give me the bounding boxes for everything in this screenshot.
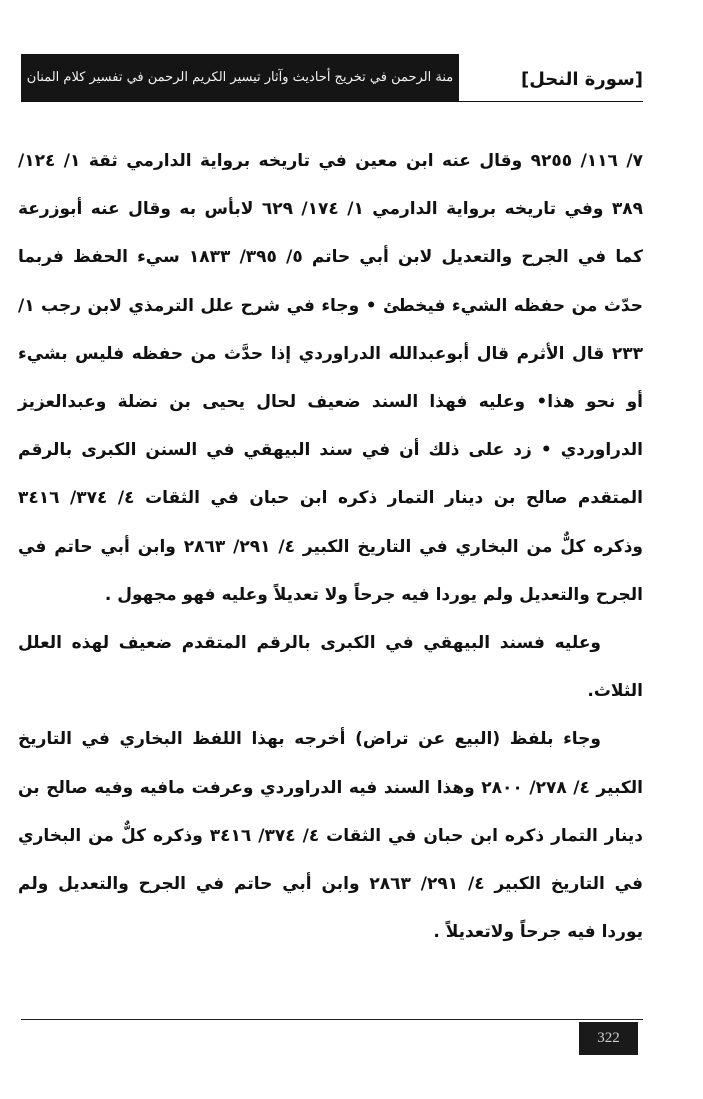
page-number-badge <box>579 1022 638 1055</box>
book-title-banner <box>21 54 459 101</box>
page-number: 322 <box>597 1030 620 1046</box>
text-line: التمار ذكره ابن حبان في الثقات ٤/ ٣٧٤/ ٣٤١٦ وذكره كلٌّ من البخاري في <box>18 488 643 557</box>
text-line: جرحاً ولا تعديلاً وعليه فهو مجهول . <box>104 584 396 605</box>
surah-title: [سورة النحل] <box>520 69 643 90</box>
text-line: دينار التمار ذكره ابن حبان في الثقات ٤/ ٣٧٤/ ٣٤١٦ وذكره كلٌّ من البخاري <box>18 825 643 846</box>
text-line: في التاريخ الكبير ٤/ ٢٩١/ ٢٨٦٣ وابن أبي حاتم في الجرح والتعديل ولم يوردا <box>18 874 643 943</box>
text-line: وجاء بلفظ (البيع عن تراض) أخرجه بهذا اللفظ البخاري في التاريخ <box>18 729 601 750</box>
text-line: فيه جرحاً ولاتعديلاً . <box>433 922 596 943</box>
text-line: الأثرم قال أبوعبدالله الدراوردي إذا حدَّث من حفظه فليس بشيء أو نحو <box>18 343 643 413</box>
text-line: حفظه الشيء فيخطئ • وجاء في شرح علل الترمذي لابن رجب ١/ ٢٣٣ قال <box>18 295 644 364</box>
text-line: في الجرح والتعديل لابن أبي حاتم ٥/ ٣٩٥/ ١٨٣٣ سيء الحفظ فربما حدّث من <box>18 247 643 316</box>
book-title: منة الرحمن في تخريج أحاديث وآثار تيسير الكريم الرحمن في تفسير كلام المنان <box>26 70 454 85</box>
paragraph-1 <box>18 137 643 619</box>
text-line: التاريخ الكبير ٤/ ٢٩١/ ٢٨٦٣ وابن أبي حاتم في الجرح والتعديل ولم يوردا فيه <box>18 536 643 605</box>
text-line: زد على ذلك أن في سند البيهقي في السنن الكبرى بالرقم المتقدم صالح بن دينار <box>18 440 643 509</box>
text-line: ٧/ ١١٦/ ٩٢٥٥ وقال عنه ابن معين في تاريخه برواية الدارمي ثقة ١/ ١٢٤/ <box>18 151 643 171</box>
footer-divider <box>21 1019 643 1020</box>
page-body <box>18 137 643 956</box>
header-divider <box>21 101 643 102</box>
paragraph-2 <box>18 619 643 715</box>
paragraph-3 <box>18 715 643 956</box>
text-line: هذا• وعليه فهذا السند ضعيف لحال يحيى بن نضلة وعبدالعزيز الدراوردي • <box>18 392 644 461</box>
text-line: وعليه فسند البيهقي في الكبرى بالرقم المتقدم ضعيف لهذه العلل الثلاث. <box>18 633 643 702</box>
text-line: الكبير ٤/ ٢٧٨/ ٢٨٠٠ وهذا السند فيه الدراوردي وعرفت مافيه وفيه صالح بن <box>18 777 643 798</box>
text-line: ٣٨٩ وفي تاريخه برواية الدارمي ١/ ١٧٤/ ٦٢٩ لابأس به وقال عنه أبوزرعة كما <box>18 199 643 268</box>
